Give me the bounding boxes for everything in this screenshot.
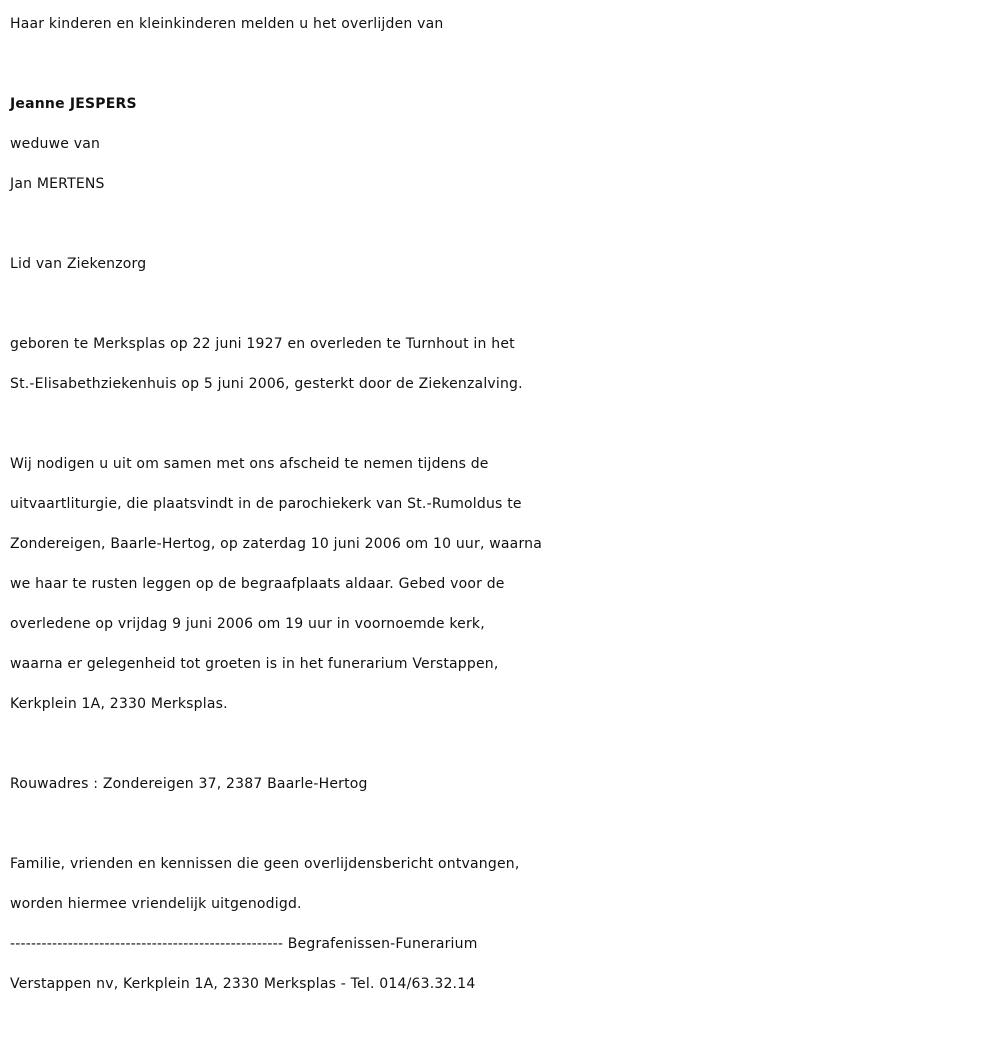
spacer xyxy=(10,804,995,844)
invitation-paragraph xyxy=(10,844,995,924)
spacer xyxy=(10,44,995,84)
intro-text: Haar kinderen en kleinkinderen melden u het overlijden van xyxy=(10,16,444,32)
footer-line: ---------------------------------------------------- Begrafenissen-Funerarium xyxy=(10,936,478,952)
footer-line: Verstappen nv, Kerkplein 1A, 2330 Merksplas - Tel. 014/63.32.14 xyxy=(10,976,476,992)
spacer xyxy=(10,204,995,244)
spacer xyxy=(10,284,995,324)
paragraph-line: Zondereigen, Baarle-Hertog, op zaterdag 10 juni 2006 om 10 uur, waarna xyxy=(10,536,543,552)
paragraph-line: we haar te rusten leggen op de begraafplaats aldaar. Gebed voor de xyxy=(10,576,505,592)
birth-death-paragraph xyxy=(10,324,995,404)
spacer xyxy=(10,724,995,764)
funeral-home-footer xyxy=(10,924,995,1004)
mourning-address: Rouwadres : Zondereigen 37, 2387 Baarle-Hertog xyxy=(10,776,368,792)
funeral-paragraph xyxy=(10,444,995,724)
paragraph-line: uitvaartliturgie, die plaatsvindt in de parochiekerk van St.-Rumoldus te xyxy=(10,496,522,512)
widow-of-label: weduwe van xyxy=(10,136,101,152)
membership-text: Lid van Ziekenzorg xyxy=(10,256,147,272)
paragraph-line: St.-Elisabethziekenhuis op 5 juni 2006, gesterkt door de Ziekenzalving. xyxy=(10,376,523,392)
paragraph-line: Kerkplein 1A, 2330 Merksplas. xyxy=(10,696,228,712)
death-notice xyxy=(10,4,995,1004)
paragraph-line: waarna er gelegenheid tot groeten is in het funerarium Verstappen, xyxy=(10,656,499,672)
spacer xyxy=(10,404,995,444)
paragraph-line: worden hiermee vriendelijk uitgenodigd. xyxy=(10,896,302,912)
paragraph-line: Familie, vrienden en kennissen die geen overlijdensbericht ontvangen, xyxy=(10,856,520,872)
paragraph-line: overledene op vrijdag 9 juni 2006 om 19 uur in voornoemde kerk, xyxy=(10,616,485,632)
paragraph-line: Wij nodigen u uit om samen met ons afscheid te nemen tijdens de xyxy=(10,456,489,472)
spouse-name: Jan MERTENS xyxy=(10,176,105,192)
deceased-name: Jeanne JESPERS xyxy=(10,96,137,112)
paragraph-line: geboren te Merksplas op 22 juni 1927 en overleden te Turnhout in het xyxy=(10,336,515,352)
